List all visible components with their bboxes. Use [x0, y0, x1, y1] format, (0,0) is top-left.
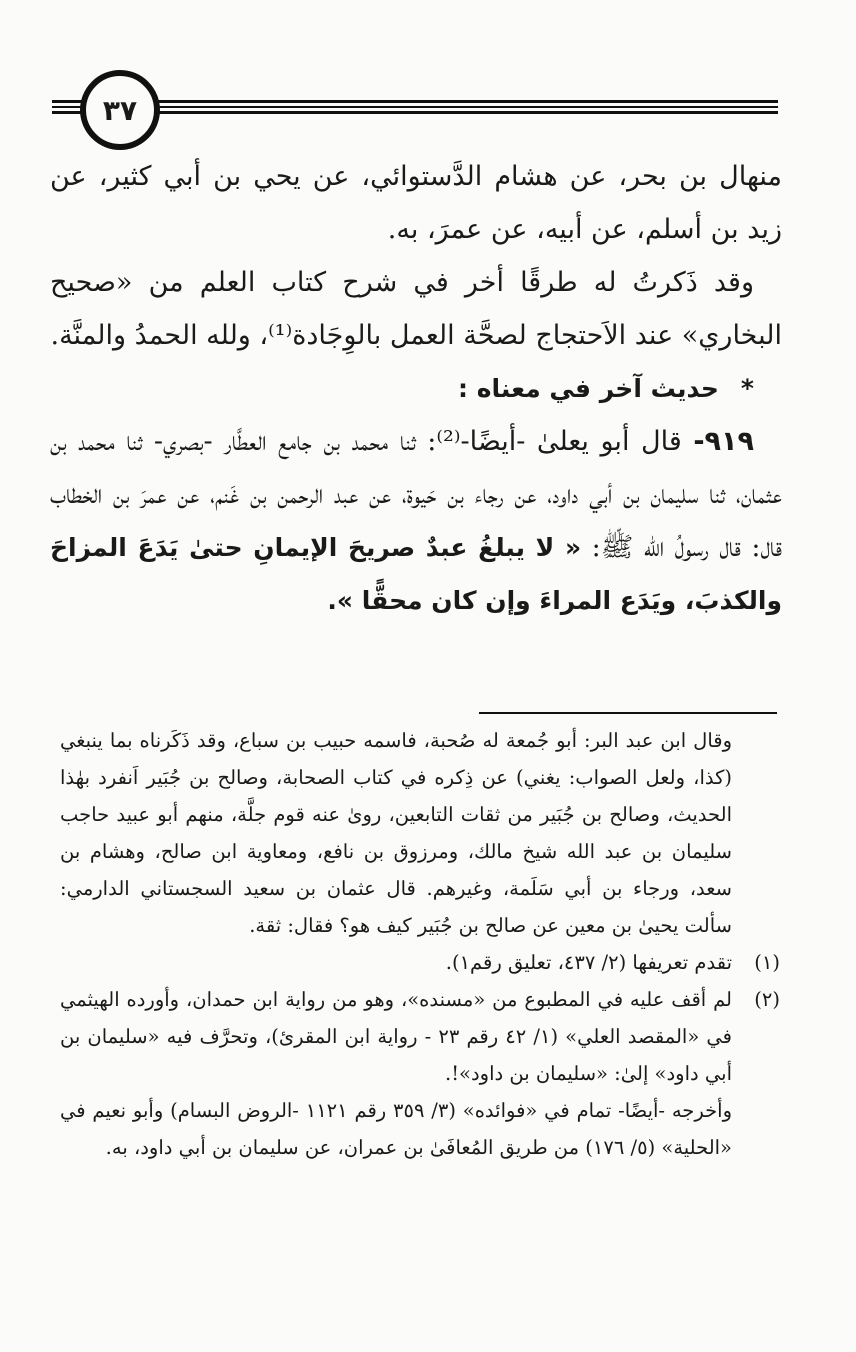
- footnote-divider: [479, 712, 777, 714]
- footnote-2: [60, 981, 780, 1092]
- page-header: [0, 0, 856, 150]
- heading-text: حديث آخر في معناه :: [458, 374, 719, 403]
- hadith-number: ٩١٩-: [693, 426, 754, 457]
- footnotes: [60, 722, 780, 1166]
- header-rule: [52, 100, 778, 103]
- footnote-1: [60, 944, 780, 981]
- star-icon: *: [740, 374, 754, 403]
- paragraph-other-routes: وقد ذَكرتُ له طرقًا أخر في شرح كتاب العلم من «صحيح البخاري» عند الاَحتجاج لصحَّة العمل بالوِجَادة⁽¹⁾، ولله الحمدُ والمنَّة.: [50, 267, 782, 351]
- section-heading: [50, 362, 782, 415]
- header-rule: [52, 111, 778, 114]
- footnote-text: تقدم تعريفها (٢/ ٤٣٧، تعليق رقم١).: [445, 951, 732, 974]
- header-rule: [52, 106, 778, 108]
- hadith-isnad: قال أبو يعلىٰ -أيضًا-⁽²⁾: ثنا محمد بن جامع العطَّار -بصري- ثنا محمد بن عثمان، ثنا سليمان بن أبي داود، عن رجاء بن حَيوة، عن عبد الرحمن بن غَنم، عن عمرَ بن الخطاب قال: قال رسولُ الله ﷺ:: [50, 426, 782, 563]
- hadith-paragraph: [50, 415, 782, 627]
- footnote-text: لم أقف عليه في المطبوع من «مسنده»، وهو من رواية ابن حمدان، وأورده الهيثمي في «المقصد العلي» (١/ ٤٢ رقم ٢٣ - رواية ابن المقرئ)، وتحرَّف فيه «سليمان بن أبي داود» إلىٰ: «سليمان بن داود»!.: [60, 988, 732, 1085]
- footnote-number: (١): [754, 951, 780, 974]
- hadith-matn: « لا يبلغُ عبدٌ صريحَ الإيمانِ حتىٰ يَدَعَ المزاحَ والكذبَ، ويَدَع المراءَ وإن كان محقًّا ».: [50, 533, 782, 615]
- main-text: [50, 150, 782, 627]
- page-number: ٣٧: [80, 70, 160, 150]
- footnote-2-continuation: وأخرجه -أيضًا- تمام في «فوائده» (٣/ ٣٥٩ رقم ١١٢١ -الروض البسام) وأبو نعيم في «الحلية» (٥/ ١٧٦) من طريق المُعافَىٰ بن عمران، عن سليمان بن أبي داود، به.: [60, 1099, 732, 1159]
- footnote-continuation: وقال ابن عبد البر: أبو جُمعة له صُحبة، فاسمه حبيب بن سباع، وقد ذَكَرناه بما ينبغي (كذا، ولعل الصواب: يغني) عن ذِكره في كتاب الصحابة، وصالح بن جُبَير اَنفرد بهٰذا الحديث، وصالح بن جُبَير من ثقات التابعين، روىٰ عنه قوم جلَّة، منهم أبو عبيد حاجب سليمان بن عبد الله شيخ مالك، ومرزوق بن نافع، ومعاوية ابن صالح، وهشام بن سعد، ورجاء بن أبي سَلَمة، وغيرهم. قال عثمان بن سعيد السجستاني الدارمي: سألت يحيىٰ بن معين عن صالح بن جُبَير كيف هو؟ فقال: ثقة.: [60, 729, 732, 937]
- footnote-number: (٢): [754, 988, 780, 1011]
- paragraph-chain-end: منهال بن بحر، عن هشام الدَّستوائي، عن يحي بن أبي كثير، عن زيد بن أسلم، عن أبيه، عن عمرَ، به.: [50, 161, 782, 245]
